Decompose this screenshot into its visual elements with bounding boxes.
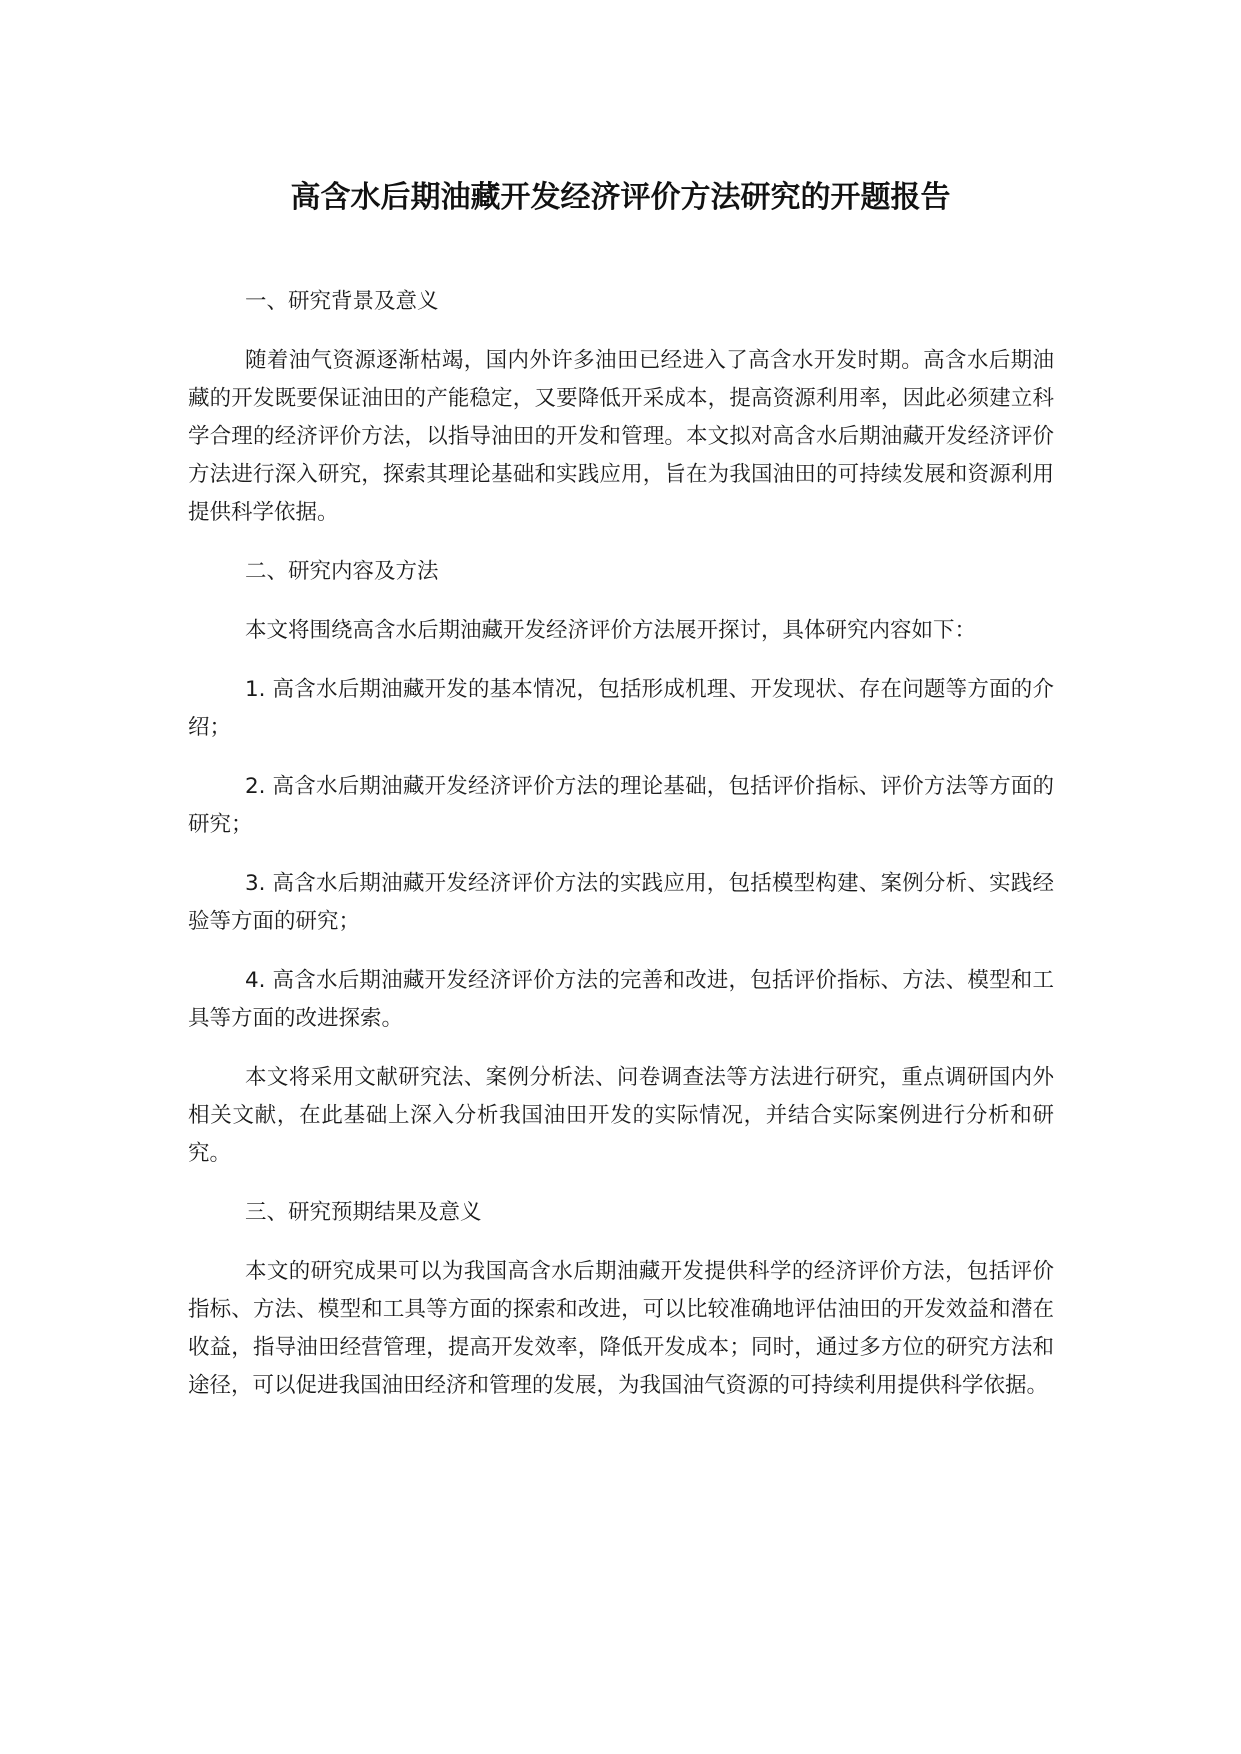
section-heading-expected-results: 三、研究预期结果及意义	[245, 1200, 482, 1225]
list-item-3: 3. 高含水后期油藏开发经济评价方法的实践应用，包括模型构建、案例分析、实践经验等方面的研究；	[188, 871, 1054, 934]
paragraph-expected-results: 本文的研究成果可以为我国高含水后期油藏开发提供科学的经济评价方法，包括评价指标、方法、模型和工具等方面的探索和改进，可以比较准确地评估油田的开发效益和潜在收益，指导油田经营管理，提高开发效率，降低开发成本；同时，通过多方位的研究方法和途径，可以促进我国油田经济和管理的发展，为我国油气资源的可持续利用提供科学依据。	[188, 1259, 1054, 1398]
document-body	[188, 283, 1054, 1426]
list-item-1: 1. 高含水后期油藏开发的基本情况，包括形成机理、开发现状、存在问题等方面的介绍；	[188, 677, 1054, 740]
list-item-4: 4. 高含水后期油藏开发经济评价方法的完善和改进，包括评价指标、方法、模型和工具等方面的改进探索。	[188, 968, 1054, 1031]
paragraph-background: 随着油气资源逐渐枯竭，国内外许多油田已经进入了高含水开发时期。高含水后期油藏的开发既要保证油田的产能稳定，又要降低开采成本，提高资源利用率，因此必须建立科学合理的经济评价方法，以指导油田的开发和管理。本文拟对高含水后期油藏开发经济评价方法进行深入研究，探索其理论基础和实践应用，旨在为我国油田的可持续发展和资源利用提供科学依据。	[188, 348, 1054, 525]
document-title: 高含水后期油藏开发经济评价方法研究的开题报告	[290, 180, 951, 215]
list-item-2: 2. 高含水后期油藏开发经济评价方法的理论基础，包括评价指标、评价方法等方面的研究；	[188, 774, 1054, 837]
paragraph-methods: 本文将采用文献研究法、案例分析法、问卷调查法等方法进行研究，重点调研国内外相关文献，在此基础上深入分析我国油田开发的实际情况，并结合实际案例进行分析和研究。	[188, 1065, 1054, 1166]
section-heading-content-methods: 二、研究内容及方法	[245, 559, 439, 584]
paragraph-content-intro: 本文将围绕高含水后期油藏开发经济评价方法展开探讨，具体研究内容如下：	[245, 618, 977, 643]
section-heading-background: 一、研究背景及意义	[245, 289, 439, 314]
